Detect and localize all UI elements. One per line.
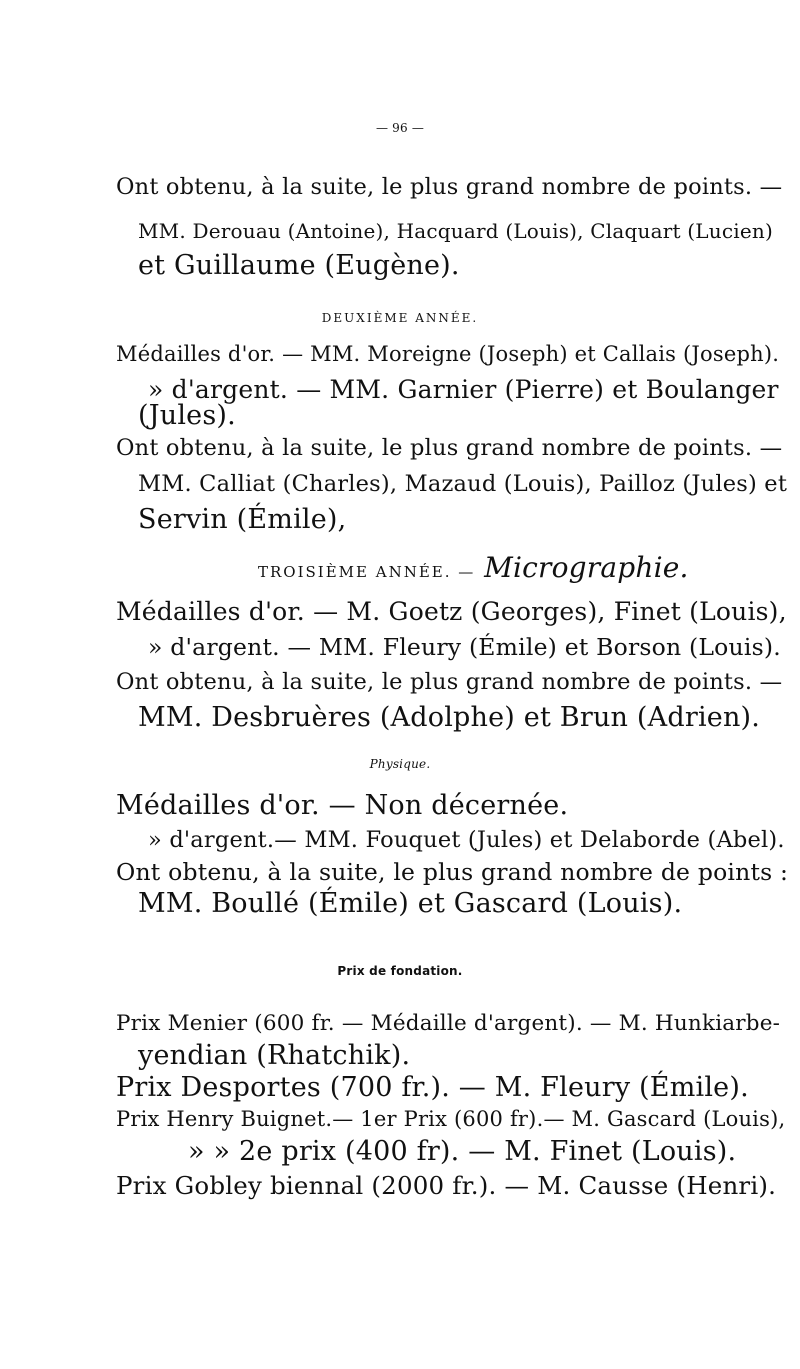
text-line: Prix Desportes (700 fr.). — M. Fleury (Émile). (116, 1072, 749, 1103)
page-number: — 96 — (375, 121, 425, 135)
heading-micrographie: Micrographie. (484, 551, 689, 584)
text-line: » d'argent. — MM. Fleury (Émile) et Borson (Louis). (148, 633, 781, 661)
text-line: et Guillaume (Eugène). (138, 250, 460, 281)
text-line: MM. Boullé (Émile) et Gascard (Louis). (138, 888, 683, 919)
text-line: Prix Menier (600 fr. — Médaille d'argent). — M. Hunkiarbe- (116, 1011, 781, 1036)
text-line: MM. Derouau (Antoine), Hacquard (Louis), Claquart (Lucien) (138, 219, 773, 243)
text-line: Médailles d'or. — Non décernée. (116, 790, 569, 821)
text-line: Ont obtenu, à la suite, le plus grand nombre de points : (116, 858, 789, 886)
section-heading-prix-fondation: Prix de fondation. (337, 964, 463, 978)
section-heading-troisieme (258, 552, 689, 588)
text-line: Prix Henry Buignet.— 1er Prix (600 fr).— M. Gascard (Louis), (116, 1107, 786, 1131)
text-line: yendian (Rhatchik). (138, 1040, 411, 1071)
section-heading-deuxieme: DEUXIÈME ANNÉE. (321, 311, 479, 325)
text-line: » d'argent.— MM. Fouquet (Jules) et Delaborde (Abel). (148, 827, 785, 853)
text-line: » » 2e prix (400 fr). — M. Finet (Louis). (188, 1136, 737, 1167)
text-line: Prix Gobley biennal (2000 fr.). — M. Causse (Henri). (116, 1171, 777, 1200)
text-line: » d'argent. — MM. Garnier (Pierre) et Boulanger (148, 375, 779, 404)
heading-troisieme-annee: TROISIÈME ANNÉE. — (258, 563, 476, 581)
text-line: Servin (Émile), (138, 504, 347, 535)
section-heading-physique: Physique. (369, 757, 431, 771)
text-line: MM. Desbruères (Adolphe) et Brun (Adrien). (138, 702, 761, 733)
text-line: Médailles d'or. — M. Goetz (Georges), Finet (Louis), (116, 597, 787, 626)
text-line: MM. Calliat (Charles), Mazaud (Louis), Pailloz (Jules) et (138, 471, 788, 497)
text-line: Médailles d'or. — MM. Moreigne (Joseph) et Callais (Joseph). (116, 342, 780, 366)
text-line: Ont obtenu, à la suite, le plus grand nombre de points. — (116, 669, 783, 695)
text-line: Ont obtenu, à la suite, le plus grand nombre de points. — (116, 174, 783, 200)
text-line: (Jules). (138, 400, 236, 431)
text-line: Ont obtenu, à la suite, le plus grand nombre de points. — (116, 435, 783, 461)
